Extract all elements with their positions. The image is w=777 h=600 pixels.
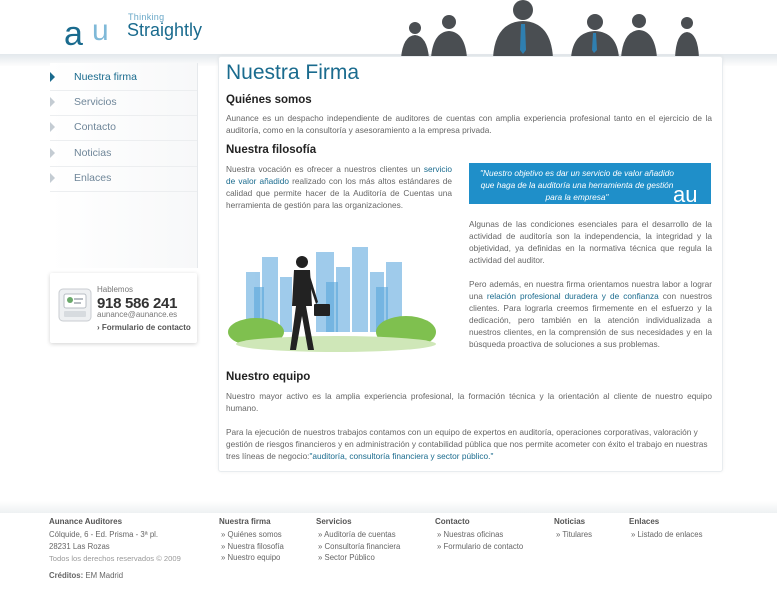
- nav-item-label: Servicios: [74, 96, 117, 108]
- phone-card-icon: [58, 288, 92, 322]
- nav-item-label: Noticias: [74, 147, 112, 159]
- footer-credits-value[interactable]: EM Madrid: [85, 571, 124, 580]
- svg-text:u: u: [92, 14, 109, 47]
- nav-item-servicios[interactable]: [50, 91, 197, 116]
- businessman-city-illustration: [226, 232, 446, 362]
- section-text-equipo-2: [226, 426, 712, 462]
- section-text-equipo-1: Nuestro mayor activo es la amplia experiencia profesional, la formación técnica y la orientación al cliente de nuestro equipo humano.: [226, 391, 712, 413]
- lineas-negocio-link[interactable]: "auditoría, consultoría financiera y sector público.": [309, 451, 494, 461]
- footer-link-sector-publico[interactable]: » Sector Público: [318, 553, 375, 562]
- footer-link-titulares[interactable]: » Titulares: [556, 530, 592, 539]
- right-paragraph-2: [469, 278, 712, 350]
- contact-phone: 918 586 241: [97, 295, 178, 312]
- section-heading-quienes-somos: Quiénes somos: [226, 94, 312, 106]
- arrow-right-icon: [50, 122, 55, 132]
- arrow-right-icon: [50, 173, 55, 183]
- footer-credits-label: Créditos:: [49, 571, 84, 580]
- logo-tagline-straightly: Straightly: [127, 20, 203, 40]
- svg-text:a: a: [64, 15, 83, 48]
- nav-item-enlaces[interactable]: [50, 167, 197, 192]
- footer-rights: Todos los derechos reservados © 2009: [49, 554, 181, 563]
- nav-item-label: Contacto: [74, 121, 117, 133]
- valor-anadido-link[interactable]: servicio de valor añadido: [226, 164, 452, 186]
- svg-text:au: au: [673, 183, 698, 203]
- nav-item-noticias[interactable]: [50, 142, 197, 167]
- contact-label: Hablemos: [97, 285, 134, 294]
- footer-link-consultoria[interactable]: » Consultoría financiera: [318, 542, 401, 551]
- footer-link-auditoria[interactable]: » Auditoría de cuentas: [318, 530, 396, 539]
- footer-link-listado-enlaces[interactable]: » Listado de enlaces: [631, 530, 703, 539]
- arrow-right-icon: [50, 97, 55, 107]
- footer-address-2: 28231 Las Rozas: [49, 542, 110, 551]
- footer-link-oficinas[interactable]: » Nuestras oficinas: [437, 530, 504, 539]
- page-title: Nuestra Firma: [226, 61, 360, 84]
- footer-col-heading-servicios[interactable]: Servicios: [316, 517, 352, 526]
- section-text-quienes-somos: Aunance es un despacho independiente de auditores de cuentas con amplia experiencia profesional tanto en el ejercicio de la auditoría, como en la consultoría y asesoramiento a la empresa privada.: [226, 113, 712, 135]
- right-p2-text-b: con nuestros clientes. Para lograrla creemos firmemente en el esfuerzo y la dedicación, pero también en la atención individualizada a nuestros clientes, en la comprensión de sus necesidades y en la búsqueda proactiva de soluciones a sus problemas.: [469, 291, 713, 349]
- footer-band: [0, 501, 777, 513]
- nav-item-nuestra-firma[interactable]: [50, 66, 197, 91]
- section-heading-nuestro-equipo: Nuestro equipo: [226, 371, 311, 383]
- section-text-nuestra-filosofia: [226, 163, 452, 211]
- section-heading-nuestra-filosofia: Nuestra filosofía: [226, 144, 317, 156]
- contact-email[interactable]: aunance@aunance.es: [97, 310, 178, 319]
- footer-credits: [49, 571, 123, 580]
- au-logo-icon: [673, 183, 707, 203]
- equipo-text: Para la ejecución de nuestros trabajos contamos con un equipo de expertos en auditoría, operaciones corporativas, valoración y gestión de riesgos financieros y en administración y contabilidad pública que nos permite acometer con éxito el trabajo en nuestras tres líneas de negocio:: [226, 427, 708, 461]
- nav-item-contacto[interactable]: [50, 116, 197, 141]
- relacion-profesional-link[interactable]: relación profesional duradera y de confianza: [486, 291, 659, 301]
- footer-col-heading-enlaces[interactable]: Enlaces: [629, 517, 660, 526]
- aunance-logo[interactable]: [64, 14, 126, 48]
- filosofia-text-b: realizado con los más altos estándares de calidad que permite hacer de la Auditoría de Cuentas una herramienta de gestión para las organizaciones.: [226, 176, 452, 210]
- footer-col-heading-contacto[interactable]: Contacto: [435, 517, 470, 526]
- nav-item-label: Enlaces: [74, 172, 112, 184]
- footer-address-1: Cólquide, 6 - Ed. Prisma - 3ª pl.: [49, 530, 159, 539]
- business-people-silhouettes: [395, 0, 705, 58]
- chevron-right-icon: ›: [97, 323, 100, 332]
- right-paragraph-1: Algunas de las condiciones esenciales para el desarrollo de la actividad de auditoría son la independencia, la integridad y la objetividad, ya definidas en la normativa técnica que regula la actividad del auditor.: [469, 219, 712, 265]
- quote-box: [469, 163, 711, 204]
- footer-link-quienes-somos[interactable]: » Quiénes somos: [221, 530, 282, 539]
- nav-item-label: Nuestra firma: [74, 71, 138, 83]
- filosofia-text-a: Nuestra vocación es ofrecer a nuestros clientes un: [226, 164, 421, 174]
- footer-col-heading-noticias[interactable]: Noticias: [554, 517, 586, 526]
- contact-box: [50, 273, 197, 343]
- footer-link-nuestro-equipo[interactable]: » Nuestro equipo: [221, 553, 281, 562]
- quote-text: "Nuestro objetivo es dar un servicio de valor añadido que haga de la auditoría una herramienta de gestión para la empresa": [480, 168, 674, 202]
- contact-form-link[interactable]: [97, 323, 191, 332]
- footer-link-nuestra-filosofia[interactable]: » Nuestra filosofía: [221, 542, 284, 551]
- arrow-right-icon: [50, 148, 55, 158]
- right-p2-text-a: Pero además, en nuestra firma orientamos nuestra labor a lograr una: [469, 279, 712, 301]
- contact-form-label: Formulario de contacto: [101, 323, 191, 332]
- logo-tagline-thinking: Thinking: [128, 12, 165, 22]
- footer-link-formulario[interactable]: » Formulario de contacto: [437, 542, 524, 551]
- arrow-right-icon: [50, 72, 55, 82]
- footer-col-heading-nuestra-firma[interactable]: Nuestra firma: [219, 517, 271, 526]
- sidebar-nav: [50, 63, 198, 268]
- footer-company: Aunance Auditores: [49, 517, 123, 526]
